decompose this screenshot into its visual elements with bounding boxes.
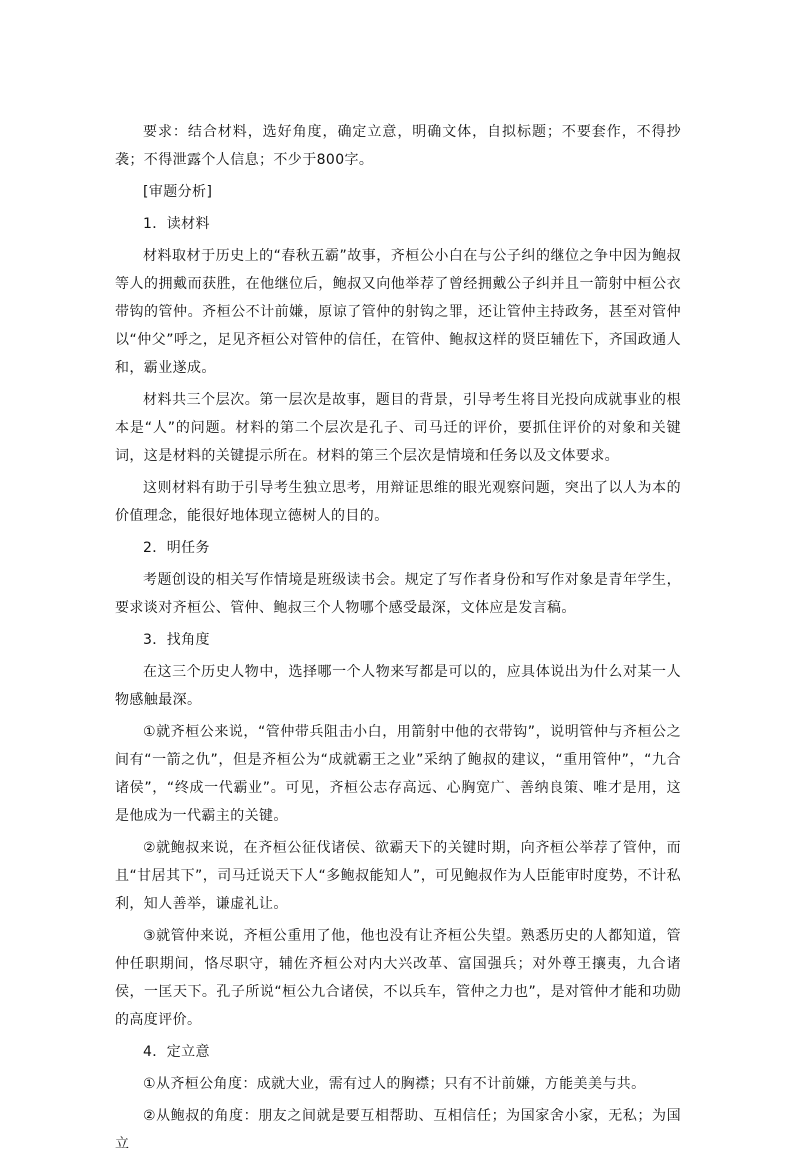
thesis-baoshu-paragraph: ②从鲍叔的角度：朋友之间就是要互相帮助、互相信任；为国家舍小家，无私；为国立 xyxy=(115,1108,681,1152)
step-heading-angle: 3．找角度 xyxy=(143,632,210,648)
thesis-huangong-paragraph: ①从齐桓公角度：成就大业，需有过人的胸襟；只有不计前嫌，方能美美与共。 xyxy=(143,1076,646,1092)
step-heading-task: 2．明任务 xyxy=(143,540,210,556)
angle-huangong-paragraph: ①就齐桓公来说，“管仲带兵阻击小白，用箭射中他的衣带钩”，说明管仲与齐桓公之间有“一箭之仇”，但是齐桓公为“成就霸王之业”采纳了鲍叔的建议，“重用管仲”，“九合诸侯”，“终成一代霸业”。可见，齐桓公志存高远、心胸宽广、善纳良策、唯才是用，这是他成为一代霸主的关键。 xyxy=(115,724,681,824)
angle-intro-paragraph: 在这三个历史人物中，选择哪一个人物来写都是可以的，应具体说出为什么对某一人物感触最深。 xyxy=(115,664,681,708)
angle-guanzhong-paragraph: ③就管仲来说，齐桓公重用了他，他也没有让齐桓公失望。熟悉历史的人都知道，管仲任职期间，恪尽职守，辅佐齐桓公对内大兴改革、富国强兵；对外尊王攘夷，九合诸侯，一匡天下。孔子所说“桓公九合诸侯，不以兵车，管仲之力也”，是对管仲才能和功勋的高度评价。 xyxy=(115,928,681,1028)
step-heading-read-material: 1．读材料 xyxy=(143,216,210,232)
document-page xyxy=(115,118,681,1162)
step-heading-thesis: 4．定立意 xyxy=(143,1044,210,1060)
angle-baoshu-paragraph: ②就鲍叔来说，在齐桓公征伐诸侯、欲霸天下的关键时期，向齐桓公举荐了管仲，而且“甘居其下”，司马迁说天下人“多鲍叔能知人”，可见鲍叔作为人臣能审时度势，不计私利，知人善举，谦虚礼让。 xyxy=(115,840,681,912)
material-value-paragraph: 这则材料有助于引导考生独立思考，用辩证思维的眼光观察问题，突出了以人为本的价值理念，能很好地体现立德树人的目的。 xyxy=(115,480,681,524)
section-heading-analysis: [审题分析] xyxy=(143,184,213,200)
material-layers-paragraph: 材料共三个层次。第一层次是故事，题目的背景，引导考生将目光投向成就事业的根本是“人”的问题。材料的第二个层次是孔子、司马迁的评价，要抓住评价的对象和关键词，这是材料的关键提示所在。材料的第三个层次是情境和任务以及文体要求。 xyxy=(115,392,681,464)
material-summary-paragraph: 材料取材于历史上的“春秋五霸”故事，齐桓公小白在与公子纠的继位之争中因为鲍叔等人的拥戴而获胜，在他继位后，鲍叔又向他举荐了曾经拥戴公子纠并且一箭射中桓公衣带钩的管仲。齐桓公不计前嫌，原谅了管仲的射钩之罪，还让管仲主持政务，甚至对管仲以“仲父”呼之，足见齐桓公对管仲的信任，在管仲、鲍叔这样的贤臣辅佐下，齐国政通人和，霸业遂成。 xyxy=(115,248,681,376)
requirements-paragraph: 要求：结合材料，选好角度，确定立意，明确文体，自拟标题；不要套作，不得抄袭；不得泄露个人信息；不少于800字。 xyxy=(115,124,681,168)
task-paragraph: 考题创设的相关写作情境是班级读书会。规定了写作者身份和写作对象是青年学生，要求谈对齐桓公、管仲、鲍叔三个人物哪个感受最深，文体应是发言稿。 xyxy=(115,572,681,616)
